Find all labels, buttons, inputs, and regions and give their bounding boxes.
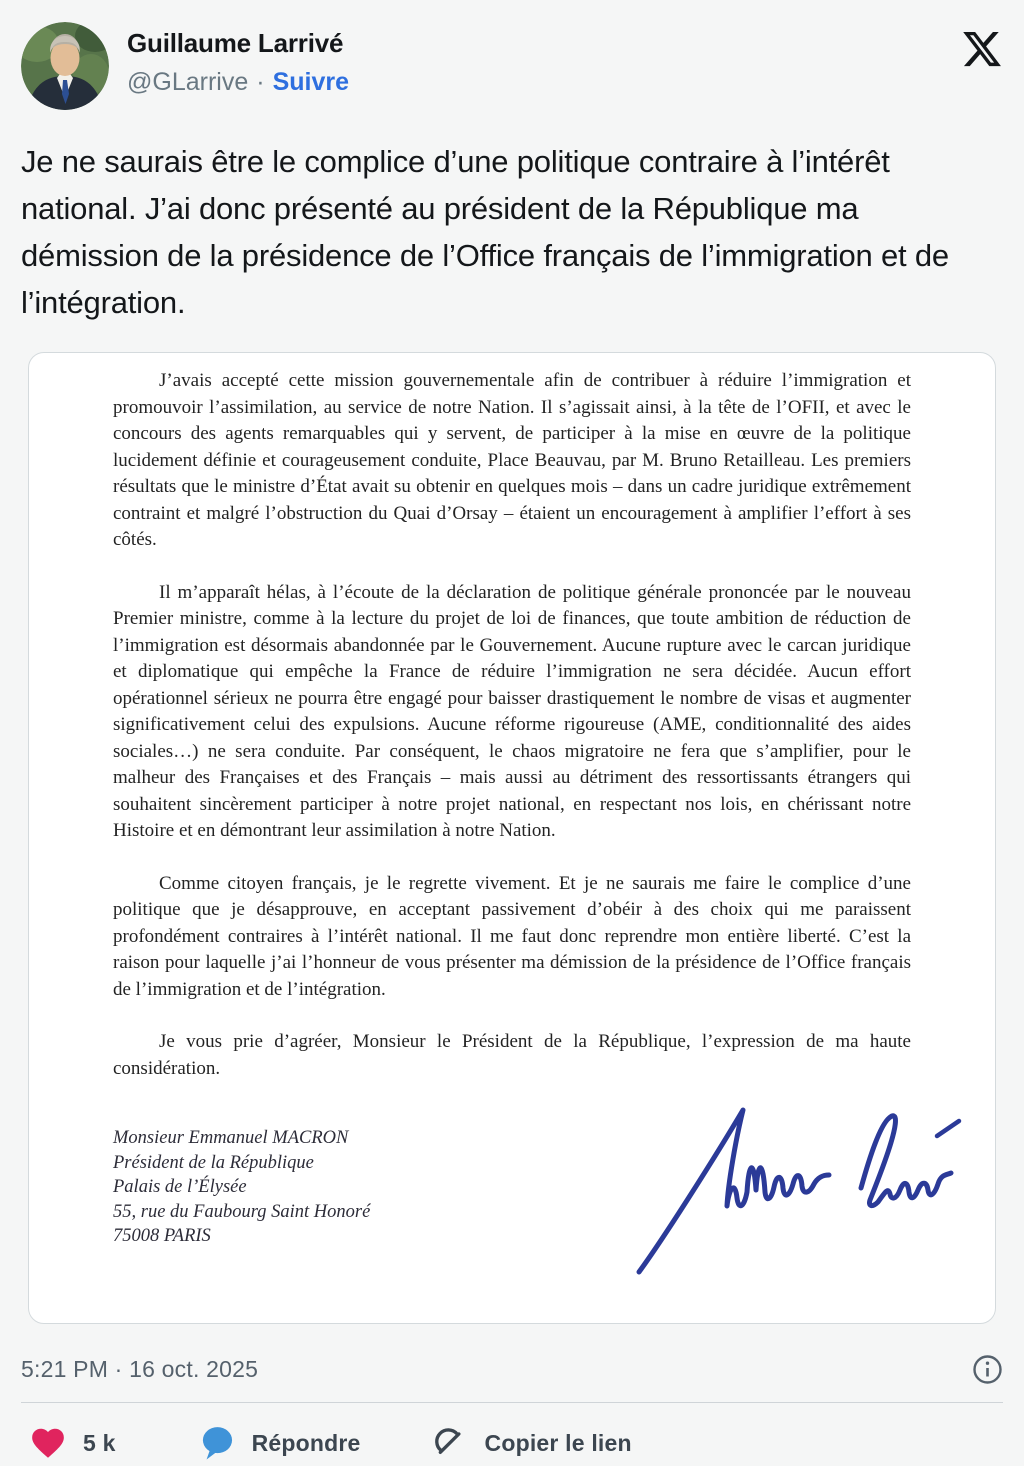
like-button[interactable] [29, 1424, 116, 1462]
author-block [127, 22, 349, 97]
follow-link[interactable]: Suivre [272, 68, 350, 96]
copy-link-button[interactable] [431, 1424, 632, 1462]
reply-button[interactable] [198, 1424, 361, 1462]
reply-label: Répondre [251, 1429, 361, 1456]
letter-paragraph-2: Il m’apparaît hélas, à l’écoute de la déclaration de politique générale prononcée par le nouveau Premier ministre, comme à la lecture du projet de loi de finances, que toute ambition de réduction de l’immigration est désormais abandonnée par le Gouvernement. Aucune rupture avec le carcan juridique et diplomatique qui empêche la France de réduire l’immigration ne sera décidée. Aucun effort opérationnel sérieux ne pourra être engagé pour baisser drastiquement le nombre de visas et augmenter significativement celui des expulsions. Aucune réforme rigoureuse (AME, conditionnalité des aides sociales…) ne sera conduite. Par conséquent, le chaos migratoire ne fera que s’amplifier, pour le malheur des Françaises et des Français – mais aussi au détriment des ressortissants étrangers qui souhaitent sincèrement participer à notre projet national, en respectant nos lois, en chérissant notre Histoire et en démontrant leur assimilation à notre Nation. [113, 581, 911, 841]
recipient-line: Monsieur Emmanuel MACRON [113, 1128, 349, 1148]
like-count: 5 k [83, 1429, 116, 1456]
link-icon [431, 1424, 469, 1462]
reply-bubble-icon [198, 1424, 236, 1462]
handwritten-signature [625, 1090, 975, 1280]
recipient-line: 75008 PARIS [113, 1226, 211, 1246]
profile-photo-image [21, 22, 109, 110]
timestamp[interactable]: 5:21 PM · 16 oct. 2025 [21, 1356, 259, 1382]
recipient-line: Palais de l’Élysée [113, 1177, 247, 1197]
divider [21, 1402, 1003, 1403]
x-logo-icon[interactable] [961, 28, 1003, 70]
tweet-header [21, 22, 1003, 112]
tweet-text: Je ne saurais être le complice d’une politique contraire à l’intérêt national. J’ai donc présenté au président de la République ma démission de la présidence de l’Office français de l’immigration et de l’intégration. [21, 144, 949, 320]
action-bar [21, 1420, 1003, 1466]
tweet-meta-row [21, 1354, 1003, 1385]
letter-paragraph-3: Comme citoyen français, je le regrette vivement. Et je ne saurais me faire le complice d’une politique que je désapprouve, en acceptant passivement d’obéir à des choix qui me paraissent profondément contraires à l’intérêt national. Il me faut donc reprendre mon entière liberté. C’est la raison pour laquelle j’ai l’honneur de vous présenter ma démission de la présidence de l’Office français de l’immigration et de l’intégration. [113, 872, 911, 1000]
recipient-line: 55, rue du Faubourg Saint Honoré [113, 1201, 371, 1222]
author-handle[interactable]: @GLarrive [127, 68, 249, 96]
letter-paragraph-4: Je vous prie d’agréer, Monsieur le Président de la République, l’expression de ma haute considération. [113, 1031, 911, 1079]
copy-link-label: Copier le lien [484, 1429, 632, 1456]
separator-dot: · [256, 68, 265, 96]
heart-icon [29, 1424, 67, 1462]
letter-attachment[interactable] [28, 352, 996, 1324]
info-icon[interactable] [972, 1354, 1003, 1385]
author-name[interactable]: Guillaume Larrivé [127, 28, 344, 58]
avatar[interactable] [21, 22, 109, 110]
recipient-line: Président de la République [113, 1152, 314, 1173]
letter-document [113, 368, 911, 1286]
letter-paragraph-1: J’avais accepté cette mission gouvernementale afin de contribuer à réduire l’immigration et promouvoir l’assimilation, au service de notre Nation. Il s’agissait ainsi, à la tête de l’OFII, et avec le concours des agents remarquables qui y servent, de participer à la mise en œuvre de la politique lucidement définie et courageusement conduite, Place Beauvau, par M. Bruno Retailleau. Les premiers résultats que le ministre d’État avait su obtenir en quelques mois – dans un cadre juridique extrêmement contraint et malgré l’obstruction du Quai d’Orsay – étaient un encouragement à amplifier l’effort à ses côtés. [113, 370, 911, 550]
